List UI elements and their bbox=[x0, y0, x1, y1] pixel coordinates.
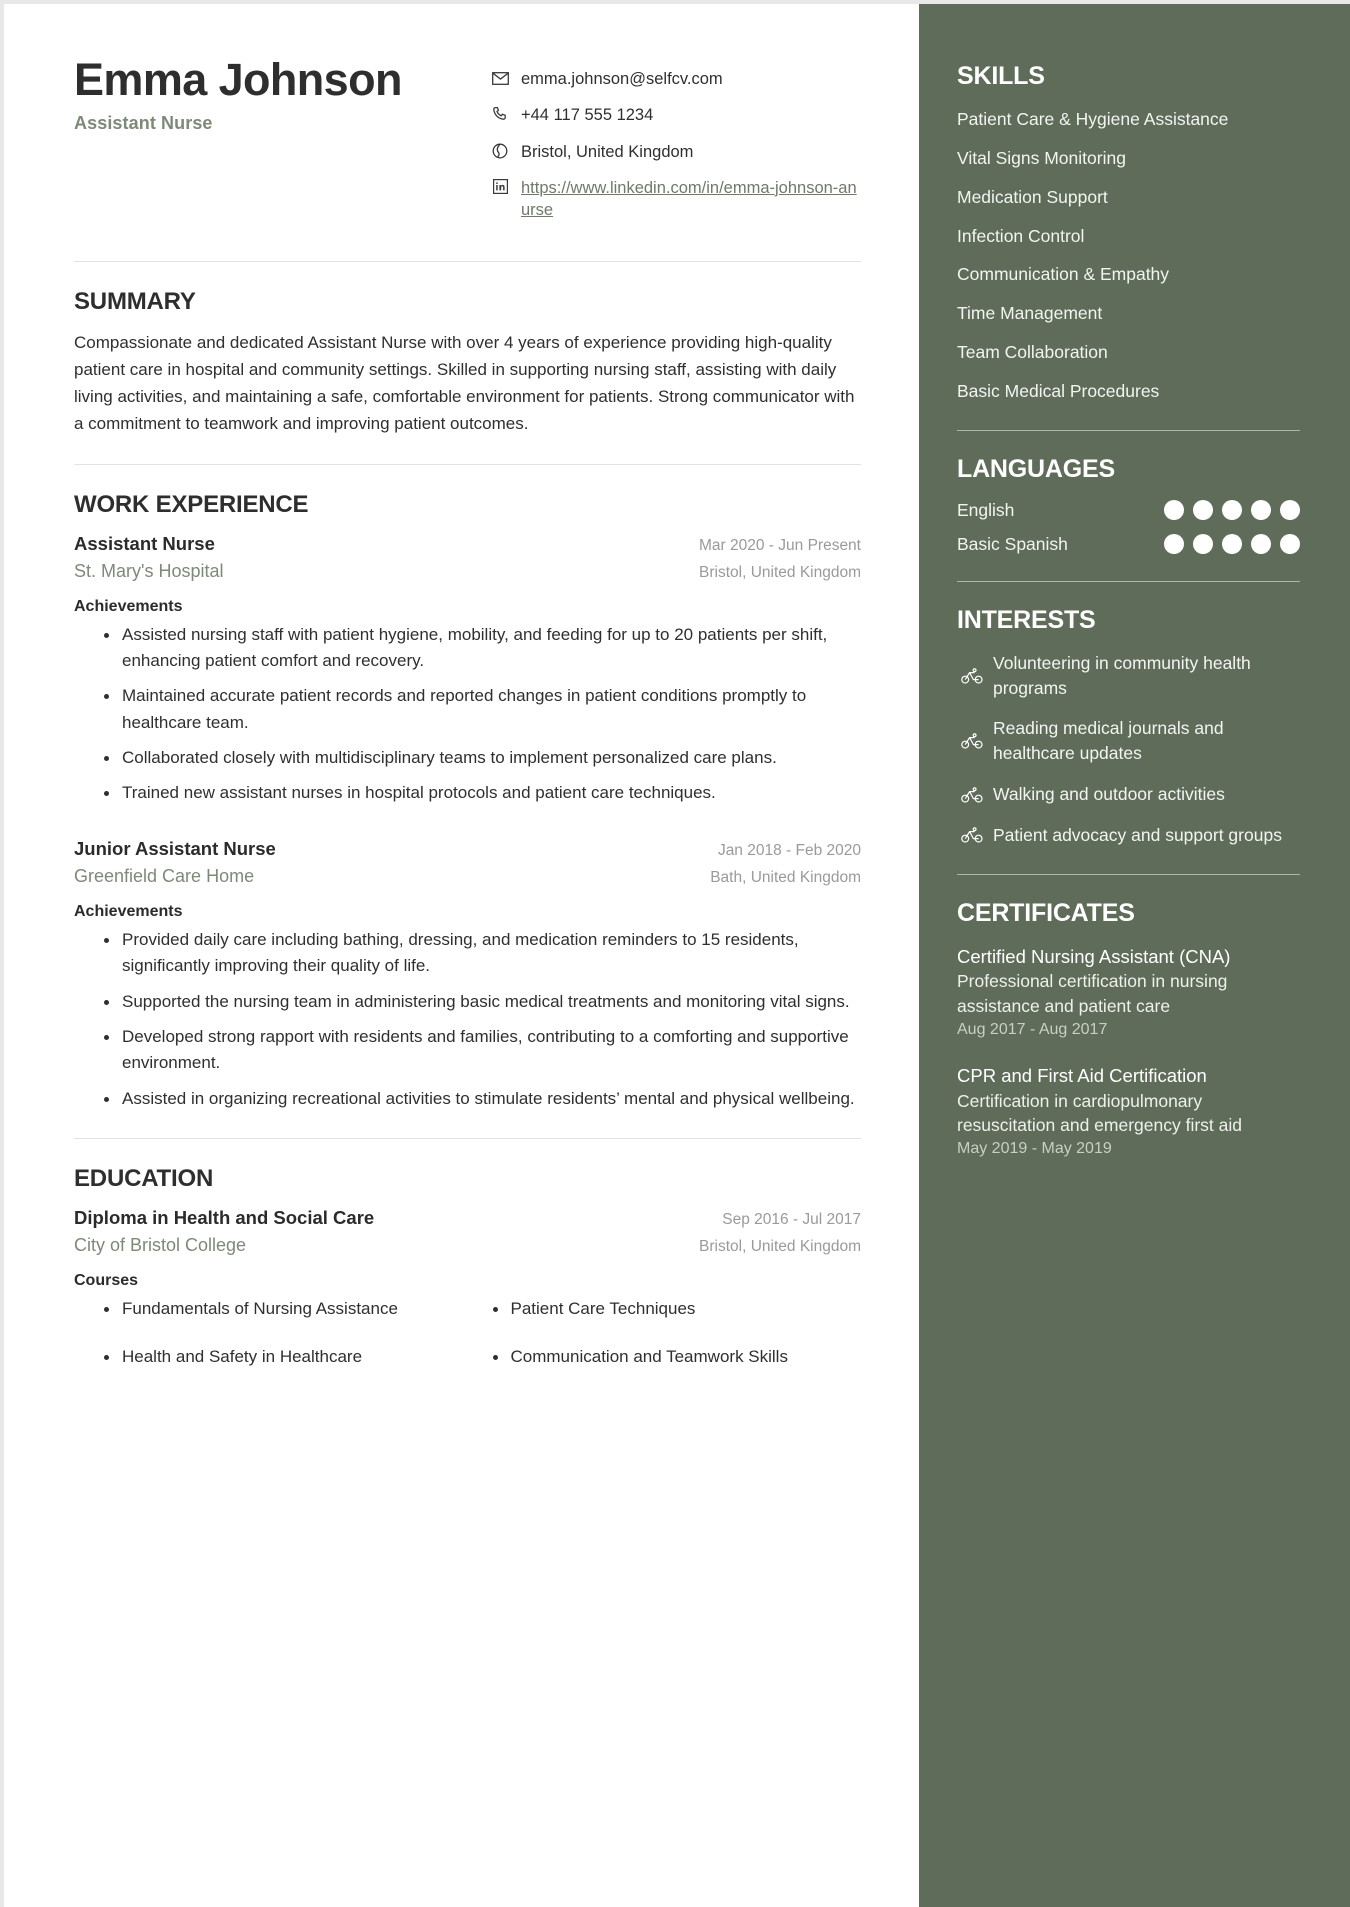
certificate-date: Aug 2017 - Aug 2017 bbox=[957, 1021, 1108, 1039]
location-icon bbox=[489, 141, 511, 161]
education-header bbox=[74, 1207, 861, 1229]
level-dot bbox=[1251, 534, 1271, 554]
contact-item-email bbox=[489, 68, 861, 90]
job-spacer bbox=[74, 816, 861, 838]
interest-item bbox=[957, 716, 1300, 766]
job-subheader bbox=[74, 561, 861, 582]
job-entry bbox=[74, 533, 861, 807]
list-item: Assisted nursing staff with patient hygiene, mobility, and feeding for up to 20 patients per shift, enhancing patient comfort and recovery. bbox=[104, 622, 861, 675]
divider-skills-languages bbox=[957, 430, 1300, 431]
linkedin-icon bbox=[489, 177, 511, 197]
skill-item: Patient Care & Hygiene Assistance bbox=[957, 109, 1229, 129]
job-header bbox=[74, 533, 861, 555]
list-item: Assisted in organizing recreational activities to stimulate residents’ mental and physical wellbeing. bbox=[104, 1086, 861, 1112]
certificate-description: Certification in cardiopulmonary resuscitation and emergency first aid bbox=[957, 1090, 1242, 1136]
education-date: Sep 2016 - Jul 2017 bbox=[722, 1210, 861, 1228]
linkedin-url[interactable]: https://www.linkedin.com/in/emma-johnson-anurse bbox=[521, 178, 857, 220]
divider-after-summary bbox=[74, 464, 861, 465]
skill-item: Medication Support bbox=[957, 186, 1108, 207]
skill-item: Basic Medical Procedures bbox=[957, 380, 1160, 401]
education-location: Bristol, United Kingdom bbox=[699, 1237, 861, 1255]
school-name: City of Bristol College bbox=[74, 1234, 247, 1255]
divider-interests-certificates bbox=[957, 874, 1300, 875]
education-entry bbox=[74, 1207, 861, 1393]
certificate-date: May 2019 - May 2019 bbox=[957, 1140, 1112, 1158]
certificate-name: CPR and First Aid Certification bbox=[957, 1065, 1207, 1087]
certificate-name: Certified Nursing Assistant (CNA) bbox=[957, 945, 1231, 967]
language-name: English bbox=[957, 499, 1015, 520]
education-subheader bbox=[74, 1235, 861, 1256]
interest-label: Volunteering in community health programs bbox=[993, 652, 1251, 698]
interests-section-title: INTERESTS bbox=[957, 605, 1096, 634]
certificate-item bbox=[957, 1063, 1300, 1158]
language-row bbox=[957, 534, 1300, 555]
job-organization: St. Mary's Hospital bbox=[74, 560, 224, 581]
skill-item: Vital Signs Monitoring bbox=[957, 147, 1126, 168]
level-dot bbox=[1164, 500, 1184, 520]
level-dot bbox=[1193, 534, 1213, 554]
interest-item bbox=[957, 782, 1300, 807]
course-item: Patient Care Techniques bbox=[493, 1296, 862, 1322]
certificate-item bbox=[957, 944, 1300, 1039]
course-item: Health and Safety in Healthcare bbox=[104, 1344, 473, 1370]
job-date: Jan 2018 - Feb 2020 bbox=[717, 841, 861, 859]
bicycle-icon bbox=[957, 827, 987, 843]
languages-section-title: LANGUAGES bbox=[957, 454, 1115, 483]
skill-item: Time Management bbox=[957, 303, 1103, 324]
interest-item bbox=[957, 823, 1300, 848]
interest-label: Walking and outdoor activities bbox=[993, 784, 1225, 805]
job-location: Bath, United Kingdom bbox=[710, 868, 861, 886]
job-header bbox=[74, 838, 861, 860]
level-dot bbox=[1222, 534, 1242, 554]
skills-section-title: SKILLS bbox=[957, 62, 1045, 90]
job-location: Bristol, United Kingdom bbox=[699, 563, 861, 581]
list-item: Provided daily care including bathing, dressing, and medication reminders to 15 residents, significantly improving their quality of life. bbox=[104, 927, 861, 980]
list-item: Maintained accurate patient records and reported changes in patient conditions promptly to healthcare team. bbox=[104, 683, 861, 736]
language-level-dots bbox=[1164, 500, 1300, 520]
sidebar bbox=[919, 4, 1350, 1907]
resume-header bbox=[74, 56, 861, 235]
contact-item-phone bbox=[489, 104, 861, 126]
achievements-label: Achievements bbox=[74, 597, 183, 615]
skill-item: Infection Control bbox=[957, 225, 1085, 246]
job-date: Mar 2020 - Jun Present bbox=[699, 536, 861, 554]
course-item: Communication and Teamwork Skills bbox=[493, 1344, 862, 1370]
contact-item-location bbox=[489, 141, 861, 163]
bicycle-icon bbox=[957, 733, 987, 749]
job-bullet-list bbox=[74, 622, 861, 807]
language-row bbox=[957, 500, 1300, 521]
main-column bbox=[4, 4, 919, 1907]
phone-icon bbox=[489, 104, 511, 124]
interest-label: Reading medical journals and healthcare updates bbox=[993, 718, 1224, 764]
achievements-label: Achievements bbox=[74, 902, 183, 920]
candidate-role: Assistant Nurse bbox=[74, 113, 213, 134]
phone-value: +44 117 555 1234 bbox=[521, 106, 654, 125]
identity-block bbox=[74, 56, 402, 134]
level-dot bbox=[1280, 534, 1300, 554]
divider-languages-interests bbox=[957, 581, 1300, 582]
level-dot bbox=[1193, 500, 1213, 520]
language-level-dots bbox=[1164, 534, 1300, 554]
level-dot bbox=[1280, 500, 1300, 520]
contact-list bbox=[489, 56, 861, 235]
email-value: emma.johnson@selfcv.com bbox=[521, 70, 723, 88]
work-section-title: WORK EXPERIENCE bbox=[74, 490, 309, 518]
certificate-description: Professional certification in nursing assistance and patient care bbox=[957, 971, 1228, 1017]
job-entry bbox=[74, 838, 861, 1112]
candidate-name: Emma Johnson bbox=[74, 54, 402, 105]
job-organization: Greenfield Care Home bbox=[74, 865, 255, 886]
bicycle-icon bbox=[957, 787, 987, 803]
bicycle-icon bbox=[957, 668, 987, 684]
skill-item: Team Collaboration bbox=[957, 342, 1108, 363]
level-dot bbox=[1164, 534, 1184, 554]
interest-item bbox=[957, 651, 1300, 701]
list-item: Trained new assistant nurses in hospital protocols and patient care techniques. bbox=[104, 780, 861, 806]
list-item: Developed strong rapport with residents and families, contributing to a comforting and supportive environment. bbox=[104, 1024, 861, 1077]
job-title: Junior Assistant Nurse bbox=[74, 837, 276, 859]
courses-grid bbox=[74, 1296, 861, 1393]
degree-title: Diploma in Health and Social Care bbox=[74, 1206, 375, 1228]
level-dot bbox=[1251, 500, 1271, 520]
courses-label: Courses bbox=[74, 1271, 139, 1289]
job-bullet-list bbox=[74, 927, 861, 1112]
divider-after-header bbox=[74, 261, 861, 262]
education-section-title: EDUCATION bbox=[74, 1164, 214, 1192]
location-value: Bristol, United Kingdom bbox=[521, 142, 694, 161]
divider-after-work bbox=[74, 1138, 861, 1139]
certificates-section-title: CERTIFICATES bbox=[957, 898, 1135, 927]
course-item: Fundamentals of Nursing Assistance bbox=[104, 1296, 473, 1322]
list-item: Collaborated closely with multidisciplinary teams to implement personalized care plans. bbox=[104, 745, 861, 771]
level-dot bbox=[1222, 500, 1242, 520]
email-icon bbox=[489, 68, 511, 88]
summary-text: Compassionate and dedicated Assistant Nurse with over 4 years of experience providing high-quality patient care in hospital and community settings. Skilled in supporting nursing staff, assisting with daily living activities, and maintaining a safe, comfortable environment for patients. Strong communicator with a commitment to teamwork and improving patient outcomes. bbox=[74, 333, 855, 433]
list-item: Supported the nursing team in administering basic medical treatments and monitoring vital signs. bbox=[104, 989, 861, 1015]
contact-item-linkedin[interactable] bbox=[489, 177, 861, 222]
job-title: Assistant Nurse bbox=[74, 532, 215, 554]
skill-item: Communication & Empathy bbox=[957, 264, 1170, 285]
summary-section-title: SUMMARY bbox=[74, 288, 196, 316]
interest-label: Patient advocacy and support groups bbox=[993, 824, 1282, 845]
job-subheader bbox=[74, 866, 861, 887]
language-name: Basic Spanish bbox=[957, 533, 1068, 554]
